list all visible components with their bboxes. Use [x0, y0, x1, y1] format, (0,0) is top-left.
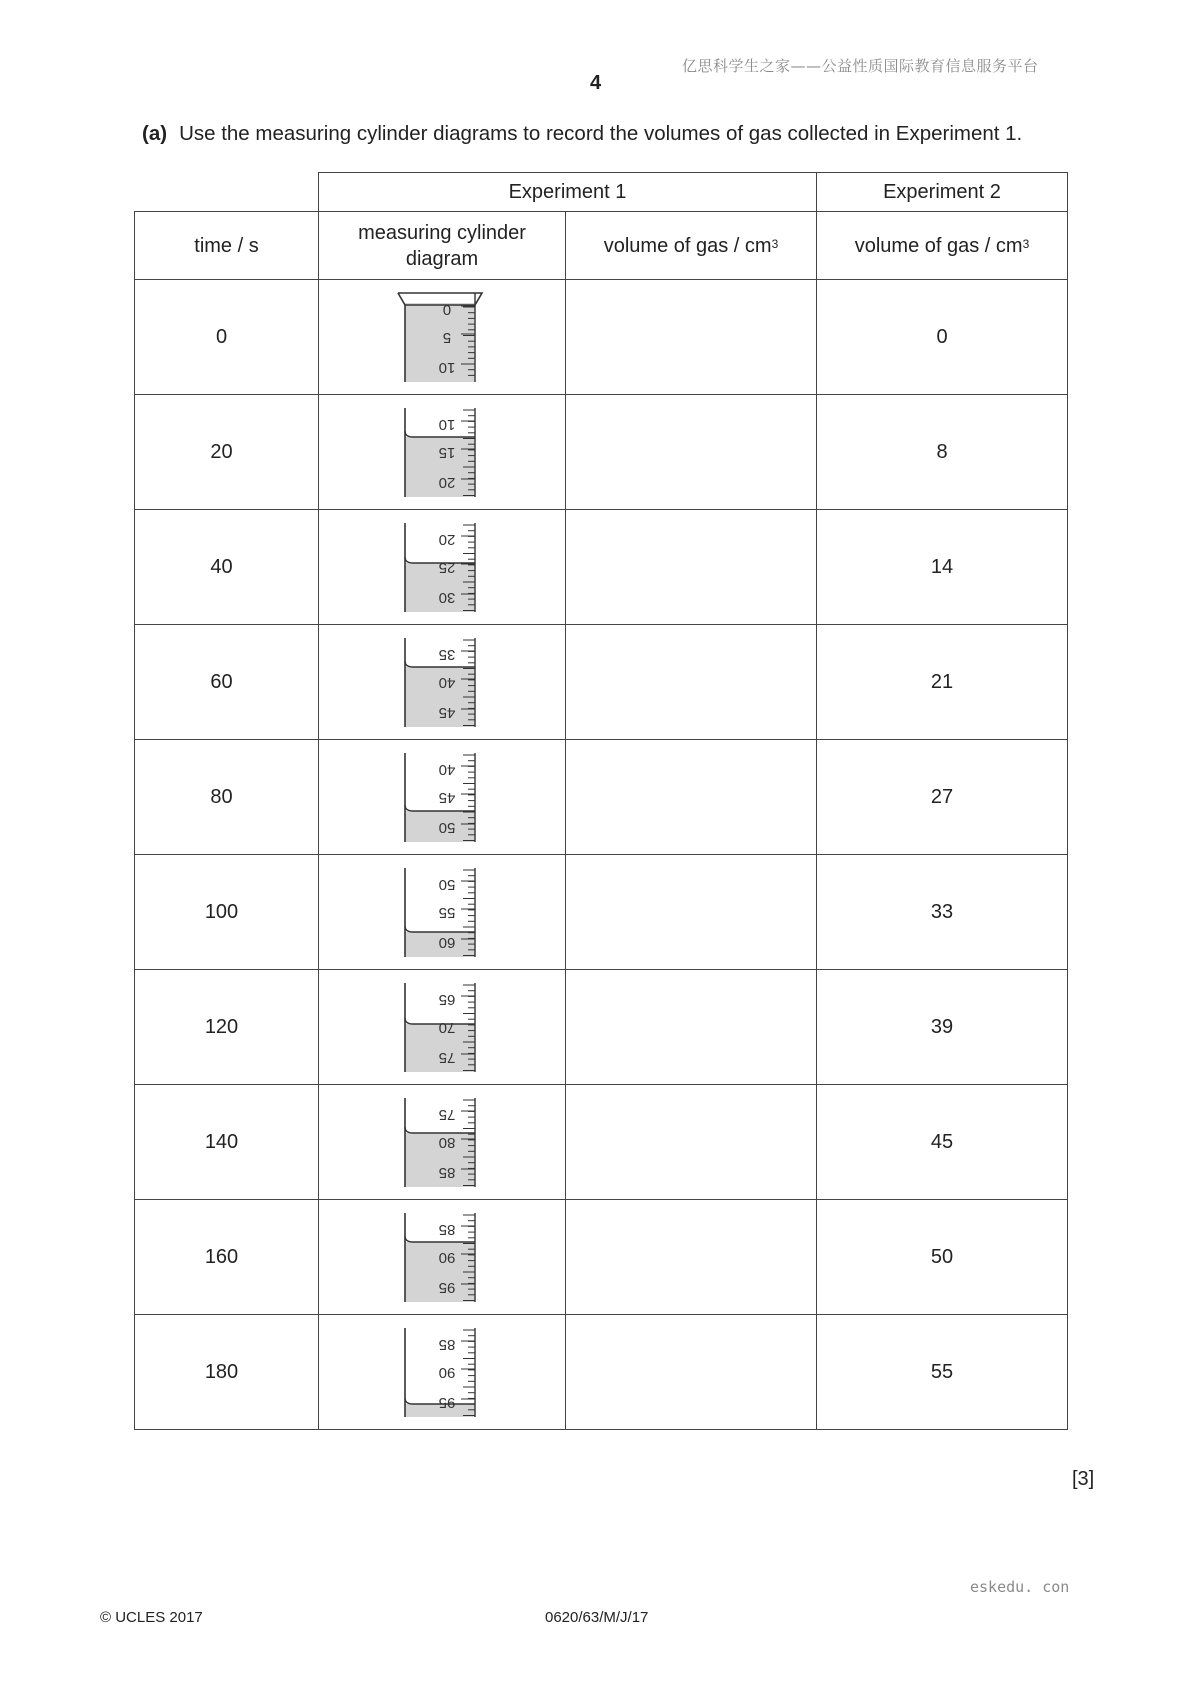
question-label: (a): [142, 122, 168, 145]
cylinder-cell: [319, 1200, 566, 1315]
table-row: [135, 280, 1068, 395]
volume-exp1-answer-cell[interactable]: [566, 855, 817, 970]
scale-label: 45: [438, 704, 456, 721]
measuring-cylinder-diagram: [397, 521, 487, 613]
scale-label: 10: [438, 359, 456, 376]
volume-exp2-cell: 39: [817, 970, 1068, 1085]
cylinder-cell: [319, 970, 566, 1085]
cylinder-cell: [319, 280, 566, 395]
volume-exp2-cell: 50: [817, 1200, 1068, 1315]
measuring-cylinder-diagram: [397, 291, 487, 383]
volume-exp1-answer-cell[interactable]: [566, 740, 817, 855]
question-a: [142, 122, 1022, 146]
time-cell: 20: [135, 395, 319, 510]
time-cell: 180: [135, 1315, 319, 1430]
volume-exp2-cell: 27: [817, 740, 1068, 855]
diagram-header-line2: diagram: [405, 247, 479, 270]
volume-exp1-answer-cell[interactable]: [566, 280, 817, 395]
volume-exp1-answer-cell[interactable]: [566, 1315, 817, 1430]
cylinder-cell: [319, 510, 566, 625]
volume-exp2-cell: 0: [817, 280, 1068, 395]
volume-exp2-cell: 33: [817, 855, 1068, 970]
volume-exp2-cell: 8: [817, 395, 1068, 510]
diagram-header-line1: measuring cylinder: [358, 221, 526, 244]
scale-label: 95: [438, 1279, 456, 1296]
scale-label: 5: [442, 329, 452, 346]
diagram-column-header: [319, 212, 566, 280]
scale-label: 85: [438, 1336, 456, 1353]
cylinder-cell: [319, 395, 566, 510]
scale-label: 45: [438, 789, 456, 806]
volume-exp1-header-text: volume of gas / cm: [603, 234, 772, 257]
scale-label: 80: [438, 1134, 456, 1151]
copyright: © UCLES 2017: [100, 1609, 203, 1626]
time-cell: 100: [135, 855, 319, 970]
table-row: [135, 510, 1068, 625]
volume-exp1-unit-superscript: 3: [771, 236, 779, 251]
time-cell: 0: [135, 280, 319, 395]
volume-exp2-unit-superscript: 3: [1022, 236, 1030, 251]
measuring-cylinder-diagram: [397, 1211, 487, 1303]
table-row: [135, 740, 1068, 855]
measuring-cylinder-diagram: [397, 636, 487, 728]
scale-label: 40: [438, 674, 456, 691]
experiment-1-header: Experiment 1: [319, 173, 817, 212]
volume-exp2-column-header: [817, 212, 1068, 280]
question-text: Use the measuring cylinder diagrams to record the volumes of gas collected in Experiment 1.: [179, 122, 1023, 145]
cylinder-cell: [319, 740, 566, 855]
time-column-header: time / s: [135, 212, 319, 280]
volume-exp1-answer-cell[interactable]: [566, 625, 817, 740]
measuring-cylinder-diagram: [397, 406, 487, 498]
scale-label: 20: [438, 531, 456, 548]
scale-label: 60: [438, 934, 456, 951]
cylinder-cell: [319, 1085, 566, 1200]
volume-exp1-column-header: [566, 212, 817, 280]
scale-label: 50: [438, 819, 456, 836]
scale-label: 10: [438, 416, 456, 433]
scale-label: 40: [438, 761, 456, 778]
volume-exp2-cell: 55: [817, 1315, 1068, 1430]
volume-exp1-answer-cell[interactable]: [566, 970, 817, 1085]
blank-corner-cell: [135, 173, 319, 212]
scale-label: 90: [438, 1364, 456, 1381]
table-row: [135, 1200, 1068, 1315]
volume-exp1-answer-cell[interactable]: [566, 1200, 817, 1315]
volume-exp2-header-text: volume of gas / cm: [854, 234, 1023, 257]
time-cell: 60: [135, 625, 319, 740]
table-row: [135, 970, 1068, 1085]
scale-label: 85: [438, 1164, 456, 1181]
cylinder-cell: [319, 1315, 566, 1430]
scale-label: 35: [438, 646, 456, 663]
scale-label: 75: [438, 1049, 456, 1066]
scale-label: 70: [438, 1019, 456, 1036]
measuring-cylinder-diagram: [397, 751, 487, 843]
table-row: [135, 1315, 1068, 1430]
measuring-cylinder-diagram: [397, 981, 487, 1073]
scale-label: 50: [438, 876, 456, 893]
scale-label: 0: [442, 301, 452, 318]
volume-exp2-cell: 21: [817, 625, 1068, 740]
meniscus: [405, 1127, 475, 1133]
measuring-cylinder-diagram: [397, 1096, 487, 1188]
measuring-cylinder-diagram: [397, 1326, 487, 1418]
table-row: [135, 395, 1068, 510]
scale-label: 25: [438, 559, 456, 576]
volume-exp2-cell: 45: [817, 1085, 1068, 1200]
table-row: [135, 1085, 1068, 1200]
cylinder-cell: [319, 855, 566, 970]
experiment-2-header: Experiment 2: [817, 173, 1068, 212]
header-watermark: 亿思科学生之家——公益性质国际教育信息服务平台: [682, 57, 1039, 75]
scale-label: 55: [438, 904, 456, 921]
volume-exp2-cell: 14: [817, 510, 1068, 625]
table-row: [135, 625, 1068, 740]
volume-exp1-answer-cell[interactable]: [566, 510, 817, 625]
scale-label: 30: [438, 589, 456, 606]
time-cell: 120: [135, 970, 319, 1085]
time-cell: 40: [135, 510, 319, 625]
scale-label: 65: [438, 991, 456, 1008]
scale-label: 95: [438, 1394, 456, 1411]
volume-exp1-answer-cell[interactable]: [566, 1085, 817, 1200]
page-number: 4: [589, 72, 602, 94]
scale-label: 90: [438, 1249, 456, 1266]
paper-code: 0620/63/M/J/17: [545, 1609, 649, 1626]
scale-label: 15: [438, 444, 456, 461]
scale-label: 85: [438, 1221, 456, 1238]
time-cell: 80: [135, 740, 319, 855]
cylinder-cell: [319, 625, 566, 740]
volume-exp1-answer-cell[interactable]: [566, 395, 817, 510]
measuring-cylinder-diagram: [397, 866, 487, 958]
table-row: [135, 855, 1068, 970]
marks-total: [3]: [1072, 1468, 1095, 1490]
scale-label: 20: [438, 474, 456, 491]
time-cell: 160: [135, 1200, 319, 1315]
scale-label: 75: [438, 1106, 456, 1123]
time-cell: 140: [135, 1085, 319, 1200]
results-table: [134, 172, 1068, 1430]
footer-watermark: eskedu. con: [970, 1578, 1070, 1596]
